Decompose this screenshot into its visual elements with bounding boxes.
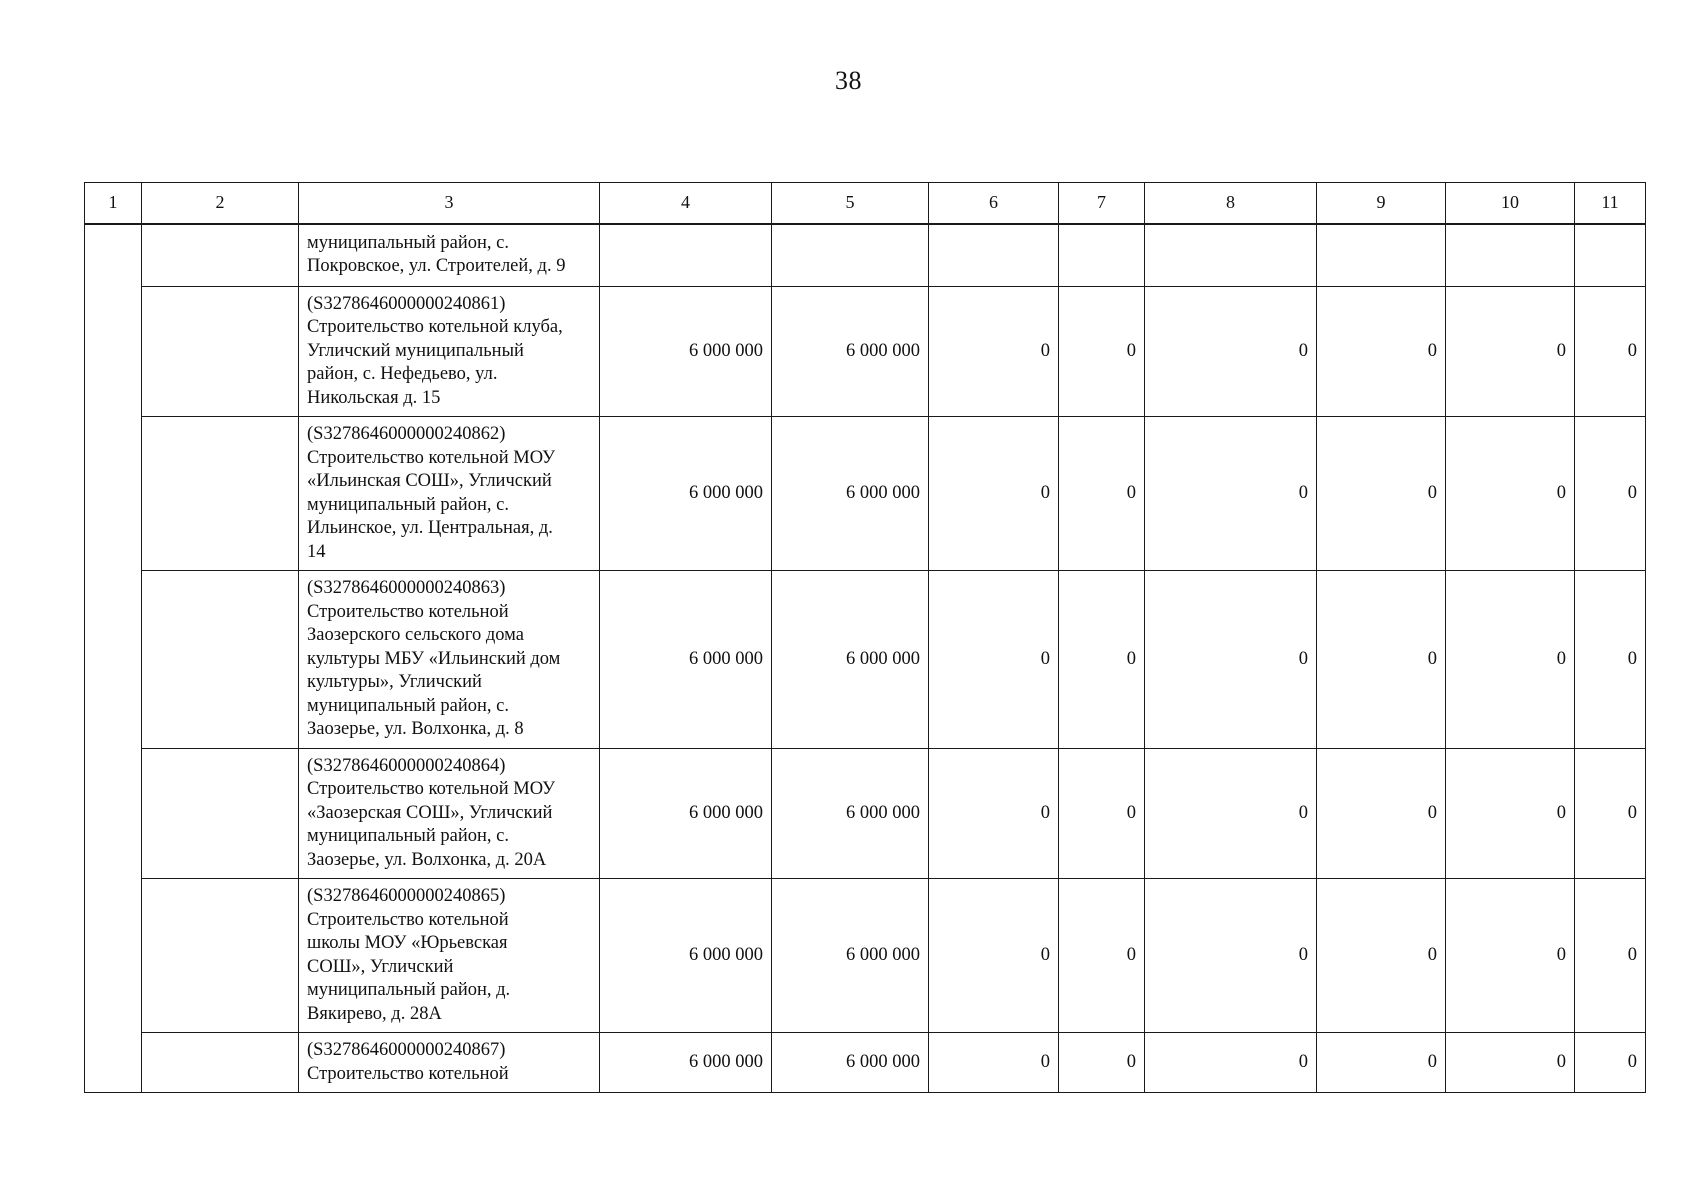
value-col4: 6 000 000 [600,1033,772,1093]
description-line: (S3278646000000240865) [307,886,506,906]
description-line: Строительство котельной [307,909,509,930]
description-line: Строительство котельной [307,601,509,622]
description-line: (S3278646000000240864) [307,755,506,776]
value-col10: 0 [1446,417,1575,571]
value-col7 [1059,224,1145,286]
description-line: Строительство котельной клуба, [307,317,563,337]
value-col11: 0 [1575,286,1646,417]
table-row [85,748,1646,879]
column-header-1: 1 [85,183,142,225]
value-col7: 0 [1059,1033,1145,1093]
value-col7: 0 [1059,748,1145,879]
value-col5: 6 000 000 [772,286,929,417]
description-line: Строительство котельной МОУ [307,779,556,799]
value-col9: 0 [1317,748,1446,879]
description-line: Заозерье, ул. Волхонка, д. 20А [307,849,547,870]
value-col6: 0 [929,748,1059,879]
description-line: (S3278646000000240863) [307,578,506,598]
value-col10: 0 [1446,879,1575,1033]
description-line: муниципальный район, д. [307,980,511,1000]
value-col9: 0 [1317,417,1446,571]
value-col8 [1145,224,1317,286]
value-col8: 0 [1145,417,1317,571]
value-col6: 0 [929,286,1059,417]
budget-table [84,182,1646,1093]
value-col10: 0 [1446,571,1575,749]
table-row [85,224,1646,286]
value-col5: 6 000 000 [772,417,929,571]
table-row [85,1033,1646,1093]
object-description [299,879,600,1033]
object-description [299,224,600,286]
page-number: 38 [835,66,862,95]
table-row [85,417,1646,571]
description-line: Вякирево, д. 28А [307,1003,442,1024]
description-line: Заозерского сельского дома [307,625,524,645]
value-col4: 6 000 000 [600,417,772,571]
object-description [299,748,600,879]
value-col5 [772,224,929,286]
description-line: Строительство котельной [307,1063,509,1084]
value-col9: 0 [1317,286,1446,417]
value-col6: 0 [929,879,1059,1033]
description-line: Строительство котельной МОУ [307,447,556,468]
value-col5: 6 000 000 [772,1033,929,1093]
description-line: (S3278646000000240862) [307,424,506,444]
column-header-2: 2 [142,183,299,225]
column-header-3: 3 [299,183,600,225]
value-col4: 6 000 000 [600,879,772,1033]
value-col9: 0 [1317,571,1446,749]
column-header-11: 11 [1575,183,1646,225]
value-col11: 0 [1575,1033,1646,1093]
cell-col2 [142,879,299,1033]
header-row [85,183,1646,225]
description-line: 14 [307,541,326,562]
cell-col2 [142,1033,299,1093]
value-col7: 0 [1059,286,1145,417]
value-col11: 0 [1575,571,1646,749]
description-line: школы МОУ «Юрьевская [307,933,508,953]
description-line: (S3278646000000240867) [307,1040,506,1060]
value-col11: 0 [1575,417,1646,571]
description-line: район, с. Нефедьево, ул. [307,364,498,384]
value-col7: 0 [1059,417,1145,571]
table-row [85,571,1646,749]
description-line: муниципальный район, с. [307,232,509,253]
cell-col2 [142,224,299,286]
value-col10: 0 [1446,286,1575,417]
column-header-4: 4 [600,183,772,225]
description-line: (S3278646000000240861) [307,293,506,314]
value-col10 [1446,224,1575,286]
description-line: СОШ», Угличский [307,956,454,977]
value-col4 [600,224,772,286]
column-header-6: 6 [929,183,1059,225]
description-line: Покровское, ул. Строителей, д. 9 [307,256,566,277]
table-row [85,286,1646,417]
column-header-10: 10 [1446,183,1575,225]
value-col11 [1575,224,1646,286]
value-col10: 0 [1446,1033,1575,1093]
object-description [299,417,600,571]
description-line: «Заозерская СОШ», Угличский [307,802,553,823]
value-col11: 0 [1575,748,1646,879]
value-col10: 0 [1446,748,1575,879]
table-body [85,224,1646,1093]
object-description [299,571,600,749]
description-line: культуры МБУ «Ильинский дом [307,648,561,669]
cell-col2 [142,417,299,571]
cell-col2 [142,571,299,749]
value-col5: 6 000 000 [772,571,929,749]
description-line: Заозерье, ул. Волхонка, д. 8 [307,719,524,739]
value-col8: 0 [1145,571,1317,749]
cell-col2 [142,748,299,879]
description-line: Никольская д. 15 [307,387,441,408]
table-row [85,879,1646,1033]
value-col8: 0 [1145,748,1317,879]
value-col6: 0 [929,571,1059,749]
value-col5: 6 000 000 [772,879,929,1033]
description-line: культуры», Угличский [307,672,482,692]
value-col6: 0 [929,417,1059,571]
column-header-9: 9 [1317,183,1446,225]
value-col6: 0 [929,1033,1059,1093]
description-line: муниципальный район, с. [307,494,509,515]
value-col4: 6 000 000 [600,571,772,749]
value-col4: 6 000 000 [600,286,772,417]
column-header-8: 8 [1145,183,1317,225]
cell-col1-merged [85,224,142,1093]
value-col8: 0 [1145,879,1317,1033]
value-col7: 0 [1059,879,1145,1033]
value-col4: 6 000 000 [600,748,772,879]
value-col9: 0 [1317,1033,1446,1093]
cell-col2 [142,286,299,417]
value-col9 [1317,224,1446,286]
value-col11: 0 [1575,879,1646,1033]
value-col7: 0 [1059,571,1145,749]
description-line: муниципальный район, с. [307,826,509,846]
value-col9: 0 [1317,879,1446,1033]
description-line: Ильинское, ул. Центральная, д. [307,518,553,538]
column-header-7: 7 [1059,183,1145,225]
description-line: Угличский муниципальный [307,340,524,361]
object-description [299,286,600,417]
description-line: муниципальный район, с. [307,695,509,716]
object-description [299,1033,600,1093]
value-col6 [929,224,1059,286]
value-col8: 0 [1145,286,1317,417]
description-line: «Ильинская СОШ», Угличский [307,471,552,491]
column-header-5: 5 [772,183,929,225]
value-col5: 6 000 000 [772,748,929,879]
value-col8: 0 [1145,1033,1317,1093]
table-header [85,183,1646,225]
